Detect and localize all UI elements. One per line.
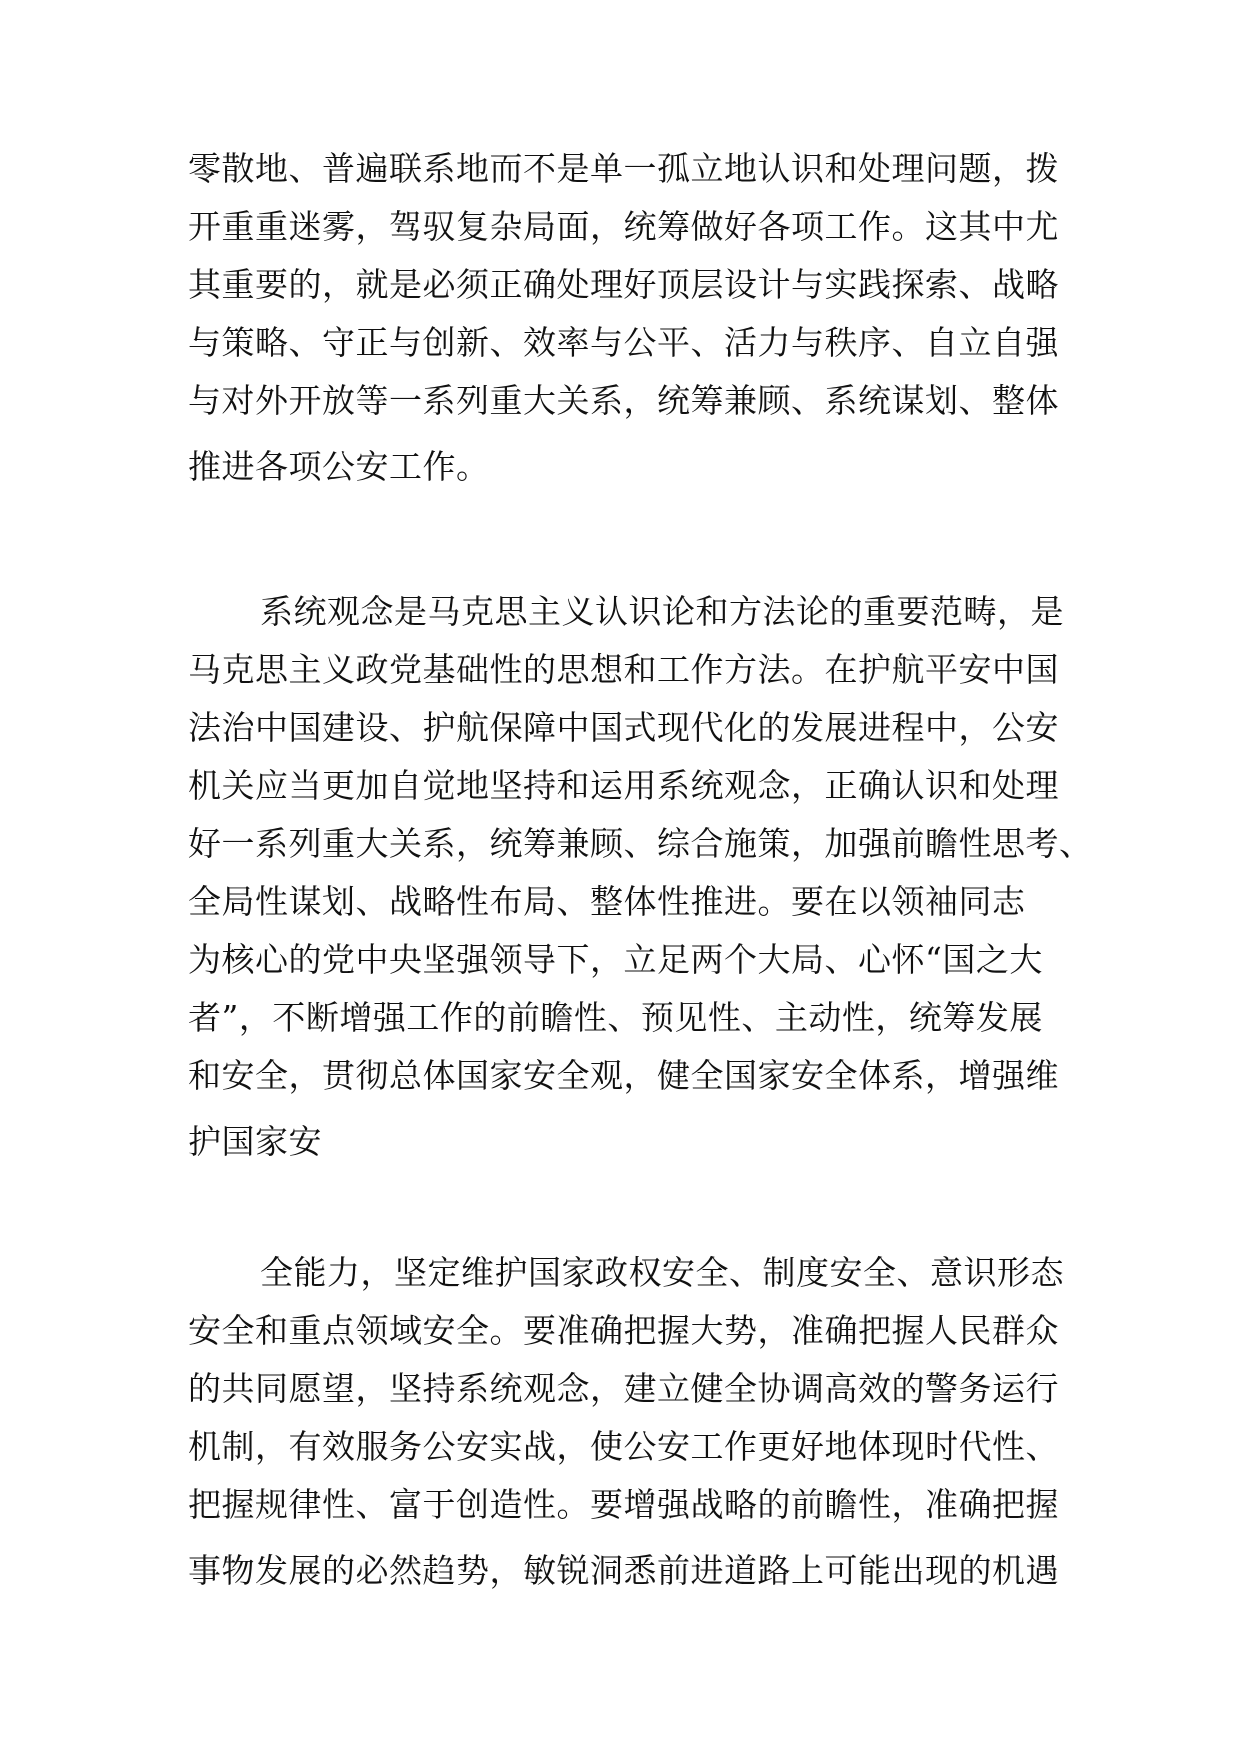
paragraph-line: 与对外开放等一系列重大关系，统筹兼顾、系统谋划、整体 [188, 381, 1059, 420]
paragraph-line: 马克思主义政党基础性的思想和工作方法。在护航平安中国 [188, 650, 1059, 689]
paragraph-line: 为核心的党中央坚强领导下，立足两个大局、心怀“国之大 [188, 940, 1043, 979]
paragraph-line: 好一系列重大关系，统筹兼顾、综合施策，加强前瞻性思考、 [188, 824, 1093, 863]
paragraph-line: 零散地、普遍联系地而不是单一孤立地认识和处理问题，拨 [188, 149, 1059, 188]
paragraph-line: 法治中国建设、护航保障中国式现代化的发展进程中，公安 [188, 708, 1059, 747]
paragraph-line: 和安全，贯彻总体国家安全观，健全国家安全体系，增强维 [188, 1056, 1059, 1095]
paragraph-line: 全能力，坚定维护国家政权安全、制度安全、意识形态 [260, 1253, 1064, 1292]
paragraph-line: 其重要的，就是必须正确处理好顶层设计与实践探索、战略 [188, 265, 1059, 304]
paragraph-line: 的共同愿望，坚持系统观念，建立健全协调高效的警务运行 [188, 1369, 1059, 1408]
paragraph-line: 开重重迷雾，驾驭复杂局面，统筹做好各项工作。这其中尤 [188, 207, 1059, 246]
paragraph-line: 全局性谋划、战略性布局、整体性推进。要在以领袖同志 [188, 882, 1026, 921]
paragraph-line: 系统观念是马克思主义认识论和方法论的重要范畴，是 [260, 592, 1064, 631]
paragraph-line: 护国家安 [188, 1122, 322, 1161]
paragraph-line: 推进各项公安工作。 [188, 447, 490, 486]
paragraph-line: 安全和重点领域安全。要准确把握大势，准确把握人民群众 [188, 1311, 1059, 1350]
paragraph-line: 机制，有效服务公安实战，使公安工作更好地体现时代性、 [188, 1427, 1059, 1466]
paragraph-line: 事物发展的必然趋势，敏锐洞悉前进道路上可能出现的机遇 [188, 1551, 1059, 1590]
paragraph-line: 机关应当更加自觉地坚持和运用系统观念，正确认识和处理 [188, 766, 1059, 805]
paragraph-2 [188, 583, 1093, 1171]
paragraph-3 [188, 1244, 1068, 1600]
paragraph-line: 把握规律性、富于创造性。要增强战略的前瞻性，准确把握 [188, 1485, 1059, 1524]
paragraph-line: 与策略、守正与创新、效率与公平、活力与秩序、自立自强 [188, 323, 1059, 362]
paragraph-line: 者”，不断增强工作的前瞻性、预见性、主动性，统筹发展 [188, 998, 1043, 1037]
paragraph-1 [188, 140, 1068, 496]
